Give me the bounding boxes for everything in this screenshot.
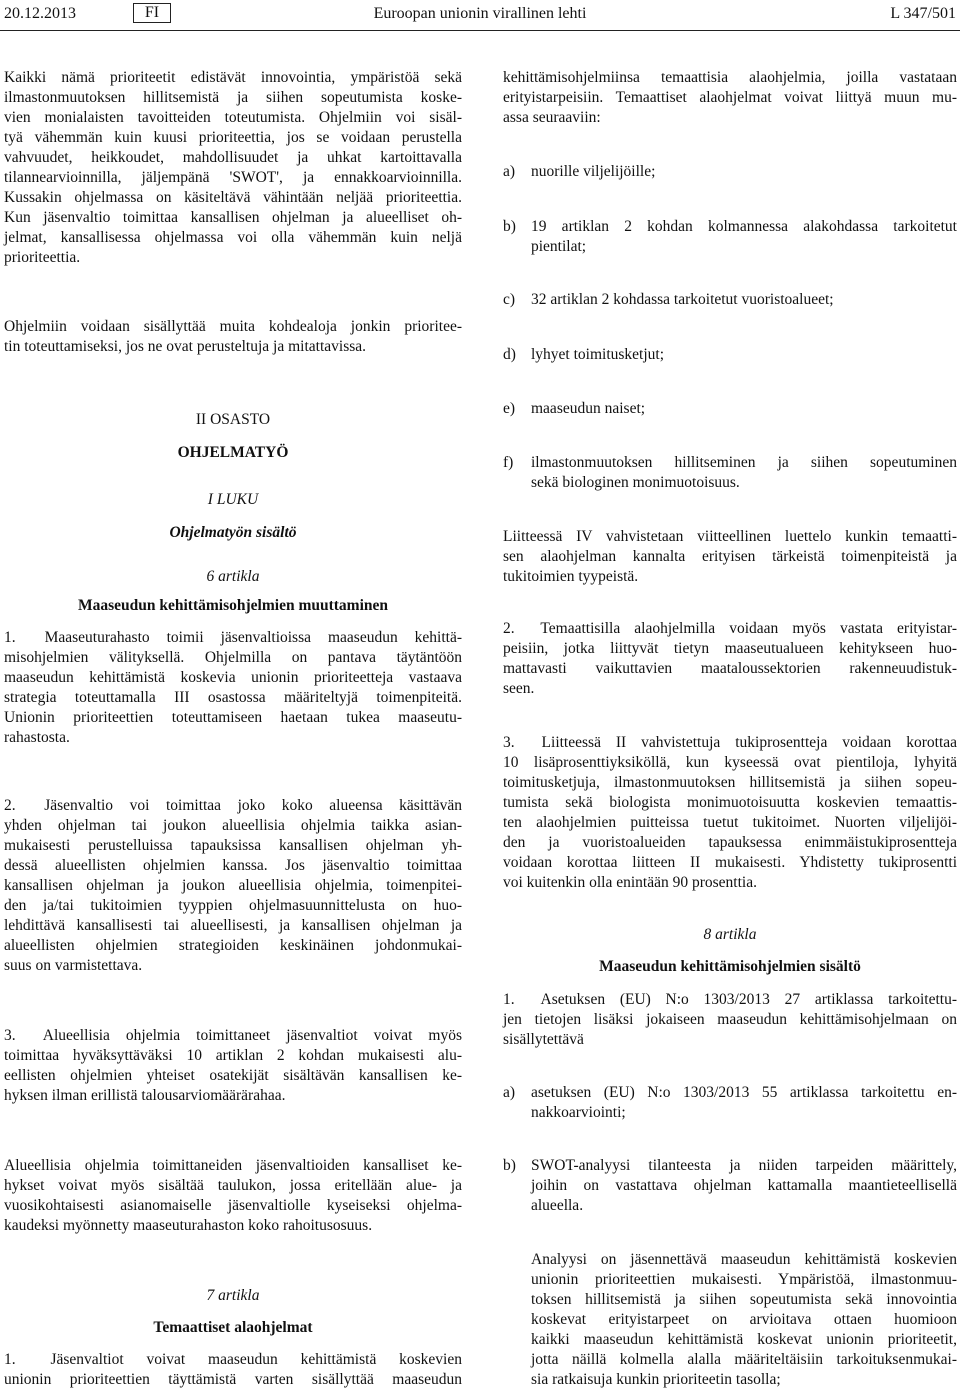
text-line: toksen hillitsemistä ja siihen sopeutumista sekä innovointia bbox=[531, 1291, 957, 1308]
text-line: pientilat; bbox=[531, 238, 587, 255]
text-line: unionin prioriteettien täyttämistä varten sisällyttää maaseudun bbox=[4, 1371, 462, 1388]
text-line: voidaan korottaa liitteen II mukaisesti. Yhdistetty tukiprosentti bbox=[503, 854, 957, 871]
text-line: kansallisen ohjelman ja joukon alueellisia ohjelmia, toimenpitei- bbox=[4, 877, 462, 894]
text-line-content: Jäsenvaltio voi toimittaa joko koko alueensa käsittävän bbox=[44, 797, 463, 814]
article-number: 6 artikla bbox=[206, 568, 260, 585]
text-line: voi kuitenkin olla enintään 90 prosenttia. bbox=[503, 874, 757, 891]
text-line: mukaisesti perustelluissa tapauksissa kansallisen ohjelman yh- bbox=[4, 837, 462, 854]
numbered-paragraph bbox=[503, 619, 957, 699]
text-line: maaseudun kehittämistä koskevia unionin prioriteetteja vastaava bbox=[4, 669, 462, 686]
text-line: Unionin prioriteettien toteuttamiseen haetaan tukea maaseutu- bbox=[4, 709, 462, 726]
text-line: 19 artiklan 2 kohdan kolmannessa alakohdassa tarkoitetut bbox=[531, 218, 957, 235]
text-line: Analyysi on jäsennettävä maaseudun kehittämistä koskevien bbox=[531, 1251, 957, 1268]
text-line: strategia toteuttamalla III osastossa määriteltyjä toimenpiteitä. bbox=[4, 689, 462, 706]
paragraph bbox=[4, 317, 462, 357]
text-line: vahvuudet, heikkoudet, mahdollisuudet ja uhkat kartoittavalla bbox=[4, 149, 462, 166]
text-line: tukitoimien tyypeistä. bbox=[503, 568, 639, 585]
text-line: dessä alueellisten ohjelmien kanssa. Jos jäsenvaltio toimittaa bbox=[4, 857, 462, 874]
text-line bbox=[4, 796, 462, 816]
text-line: tyä vähemmän kuin kuusi prioriteettia, jos se voidaan perustella bbox=[4, 129, 462, 146]
paragraph-number: 1. bbox=[4, 1351, 16, 1368]
text-line: ilmastonmuutoksen hillitseminen ja siihen sopeutuminen bbox=[531, 454, 957, 471]
text-line: lehdittävä kansallisesti tai alueellisesti, ja kansallisen ohjelman ja bbox=[4, 917, 462, 934]
text-line: alueellisten ohjelmien strategioiden keskinäinen johdonmukai- bbox=[4, 937, 462, 954]
text-line bbox=[4, 628, 462, 648]
text-line: toimitusketjuja, ilmastonmuutoksen hillitsemistä ja siihen sopeu- bbox=[503, 774, 957, 791]
list-item bbox=[503, 1083, 957, 1123]
text-line: nuorille viljelijöille; bbox=[531, 163, 656, 180]
text-line-content: Jäsenvaltiot voivat maaseudun kehittämistä koskevien bbox=[50, 1351, 462, 1368]
text-line: ten alaohjelmien puitteissa tuetut tukitoimet. Nuorten viljelijöi- bbox=[503, 814, 957, 831]
text-line: rahastosta. bbox=[4, 729, 70, 746]
paragraph bbox=[4, 1156, 462, 1236]
text-line-content: Alueellisia ohjelmia toimittaneet jäsenvaltiot voivat myös bbox=[42, 1027, 462, 1044]
list-item bbox=[503, 399, 957, 419]
numbered-paragraph bbox=[503, 733, 957, 893]
text-line: jotta näillä kolmella alalla määriteltäisiin tarkoituksenmukai- bbox=[531, 1351, 957, 1368]
text-line: ilmastonmuutoksen hillitsemistä ja siihen sopeutumista koske- bbox=[4, 89, 462, 106]
numbered-paragraph bbox=[4, 796, 462, 976]
left-column bbox=[4, 0, 462, 1393]
text-line: tin toteuttamiseksi, jos ne ovat perusteltuja ja mitattavissa. bbox=[4, 338, 367, 355]
list-marker: f) bbox=[503, 454, 514, 471]
text-line: Ohjelmiin voidaan sisällyttää muita kohdealoja jonkin prioritee- bbox=[4, 318, 462, 335]
text-line: 32 artiklan 2 kohdassa tarkoitetut vuoristoalueet; bbox=[531, 291, 834, 308]
list-item bbox=[503, 345, 957, 365]
paragraph-number: 1. bbox=[4, 629, 16, 646]
article-title: Maaseudun kehittämisohjelmien muuttaminen bbox=[77, 597, 389, 614]
text-line bbox=[503, 733, 957, 753]
text-line: mattavasti vaikuttavien maataloussektorien rakenneuudistuk- bbox=[503, 660, 957, 677]
article-number: 7 artikla bbox=[206, 1287, 260, 1304]
text-line: maaseudun naiset; bbox=[531, 400, 646, 417]
text-line: joihin on vastattava ohjelman kattamalla maantieteellisellä bbox=[531, 1177, 957, 1194]
text-line: SWOT-analyysi tilanteesta ja niiden tarpeiden määrittely, bbox=[531, 1157, 957, 1174]
text-line: misohjelmien välityksellä. Ohjelmilla on pantava täytäntöön bbox=[4, 649, 462, 666]
text-line: vuosikohtaisesti asianomaiselle jäsenvaltiolle kyseiseksi ohjelma- bbox=[4, 1197, 462, 1214]
part-label: II OSASTO bbox=[195, 411, 271, 428]
text-line: unionin prioriteettien mukaisesti. Ympäristöä, ilmastonmuu- bbox=[531, 1271, 957, 1288]
list-item-continuation bbox=[531, 1250, 957, 1390]
text-line: Kaikki nämä prioriteetit edistävät innovointia, ympäristöä sekä bbox=[4, 69, 462, 86]
text-line: Liitteessä IV vahvistetaan viitteellinen luettelo kunkin temaatti- bbox=[503, 528, 957, 545]
text-line: Kussakin ohjelmassa on käsiteltävä vähintään neljää prioriteettia. bbox=[4, 189, 462, 206]
chapter-title: Ohjelmatyön sisältö bbox=[169, 524, 297, 541]
text-line: eellisten ohjelmien yhteiset osatekijät sisältävän kansallisen ke- bbox=[4, 1067, 462, 1084]
text-line: sen alaohjelman kannalta erityisen tärkeistä toimenpiteistä ja bbox=[503, 548, 957, 565]
text-line: erityistarpeisiin. Temaattiset alaohjelmat voivat liittyä muun mu- bbox=[503, 89, 957, 106]
text-line: kehittämisohjelmiinsa temaattisia alaohjelmia, joilla vastataan bbox=[503, 69, 957, 86]
language-code-badge: FI bbox=[133, 3, 171, 23]
text-line: assa seuraaviin: bbox=[503, 109, 601, 126]
text-line-content: Liitteessä II vahvistettuja tukiprosentteja voidaan korottaa bbox=[541, 734, 958, 751]
list-marker: e) bbox=[503, 400, 516, 417]
list-marker: a) bbox=[503, 163, 516, 180]
numbered-paragraph bbox=[503, 990, 957, 1050]
text-line: Kun jäsenvaltio toimittaa kansallisen ohjelman ja alueelliset oh- bbox=[4, 209, 462, 226]
publication-date: 20.12.2013 bbox=[4, 5, 76, 22]
text-line bbox=[503, 619, 957, 639]
article-title: Temaattiset alaohjelmat bbox=[153, 1319, 313, 1336]
list-marker: a) bbox=[503, 1084, 516, 1101]
paragraph bbox=[503, 527, 957, 587]
text-line: jelmat, kansallisessa ohjelmassa voi olla vähemmän kuin neljä bbox=[4, 229, 462, 246]
paragraph-number: 3. bbox=[4, 1027, 16, 1044]
text-line-content: Maaseuturahasto toimii jäsenvaltioissa maaseudun kehittä- bbox=[44, 629, 463, 646]
text-line: peisiin, jotka liittyvät tietyn maaseutualueen kehitykseen huo- bbox=[503, 640, 957, 657]
journal-title: Euroopan unionin virallinen lehti bbox=[373, 5, 587, 22]
paragraph-number: 2. bbox=[503, 620, 515, 637]
list-item bbox=[503, 453, 957, 493]
text-line: seen. bbox=[503, 680, 535, 697]
list-item bbox=[503, 162, 957, 182]
text-line bbox=[503, 990, 957, 1010]
numbered-paragraph bbox=[4, 1026, 462, 1106]
list-marker: d) bbox=[503, 346, 516, 363]
text-line-content: Temaattisilla alaohjelmilla voidaan myös vastata erityistar- bbox=[540, 620, 957, 637]
numbered-paragraph bbox=[4, 1350, 462, 1390]
text-line: sisällytettävä bbox=[503, 1031, 584, 1048]
text-line: alueella. bbox=[531, 1197, 584, 1214]
text-line: jen tietojen lisäksi jokaiseen maaseudun kehittämisohjelmaan on bbox=[503, 1011, 957, 1028]
text-line: Alueellisia ohjelmia toimittaneiden jäsenvaltioiden kansalliset ke- bbox=[4, 1157, 462, 1174]
text-line-content: Asetuksen (EU) N:o 1303/2013 27 artiklassa tarkoitettu- bbox=[540, 991, 957, 1008]
text-line: den ja vuoristoalueiden tapauksessa enimmäistukiprosentteja bbox=[503, 834, 957, 851]
text-line: sekä biologinen monimuotoisuus. bbox=[531, 474, 740, 491]
text-line: prioriteettia. bbox=[4, 249, 81, 266]
article-number: 8 artikla bbox=[703, 926, 757, 943]
numbered-paragraph bbox=[4, 628, 462, 748]
article-title: Maaseudun kehittämisohjelmien sisältö bbox=[599, 958, 861, 975]
text-line: tilannearvioinnilla, jäljempänä 'SWOT', ja ennakkoarvioinnilla. bbox=[4, 169, 462, 186]
text-line: hykset voivat myös sisältää taulukon, jossa eritellään alue- ja bbox=[4, 1177, 462, 1194]
text-line: kaudeksi myönnetty maaseuturahaston koko rahoitusosuus. bbox=[4, 1217, 373, 1234]
list-marker: b) bbox=[503, 1157, 516, 1174]
list-item bbox=[503, 217, 957, 257]
paragraph bbox=[503, 68, 957, 128]
right-column bbox=[503, 0, 957, 1393]
chapter-label: I LUKU bbox=[207, 491, 259, 508]
text-line: nakkoarviointi; bbox=[531, 1104, 626, 1121]
text-line: hyksen ilman erillistä talousarviomäärärahaa. bbox=[4, 1087, 286, 1104]
text-line: yhden ohjelman tai joukon alueellisia ohjelmia taikka asian- bbox=[4, 817, 462, 834]
text-line: den ja/tai tukitoimien tyyppien ohjelmasuunnittelusta on huo- bbox=[4, 897, 462, 914]
text-line: kaikki maaseudun kehittämistä koskevat unionin prioriteetit, bbox=[531, 1331, 957, 1348]
text-line bbox=[4, 1350, 462, 1370]
text-line: toimittaa hyväksyttäväksi 10 artiklan 2 kohdan mukaisesti alu- bbox=[4, 1047, 462, 1064]
paragraph bbox=[4, 68, 462, 268]
text-line: suus on varmistettava. bbox=[4, 957, 143, 974]
text-line: asetuksen (EU) N:o 1303/2013 55 artiklassa tarkoitettu en- bbox=[531, 1084, 957, 1101]
text-line bbox=[4, 1026, 462, 1046]
text-line: sia ratkaisuja kunkin prioriteetin tasolla; bbox=[531, 1371, 781, 1388]
text-line: tumista sekä biologista monimuotoisuutta koskevien temaattis- bbox=[503, 794, 957, 811]
list-item bbox=[503, 290, 957, 310]
part-title: OHJELMATYÖ bbox=[177, 444, 289, 461]
text-line: 10 lisäprosenttiyksiköllä, kun kyseessä ovat pientiloja, lyhyitä bbox=[503, 754, 957, 771]
page-reference: L 347/501 bbox=[890, 5, 956, 22]
paragraph-number: 2. bbox=[4, 797, 16, 814]
text-line: lyhyet toimitusketjut; bbox=[531, 346, 665, 363]
list-marker: c) bbox=[503, 291, 516, 308]
paragraph-number: 3. bbox=[503, 734, 515, 751]
text-line: vien monialaisten tavoitteiden toteutumista. Ohjelmiin voi sisäl- bbox=[4, 109, 462, 126]
list-marker: b) bbox=[503, 218, 516, 235]
list-item bbox=[503, 1156, 957, 1216]
paragraph-number: 1. bbox=[503, 991, 515, 1008]
text-line: koskevat erityistarpeet on arvioitava ottaen huomioon bbox=[531, 1311, 957, 1328]
